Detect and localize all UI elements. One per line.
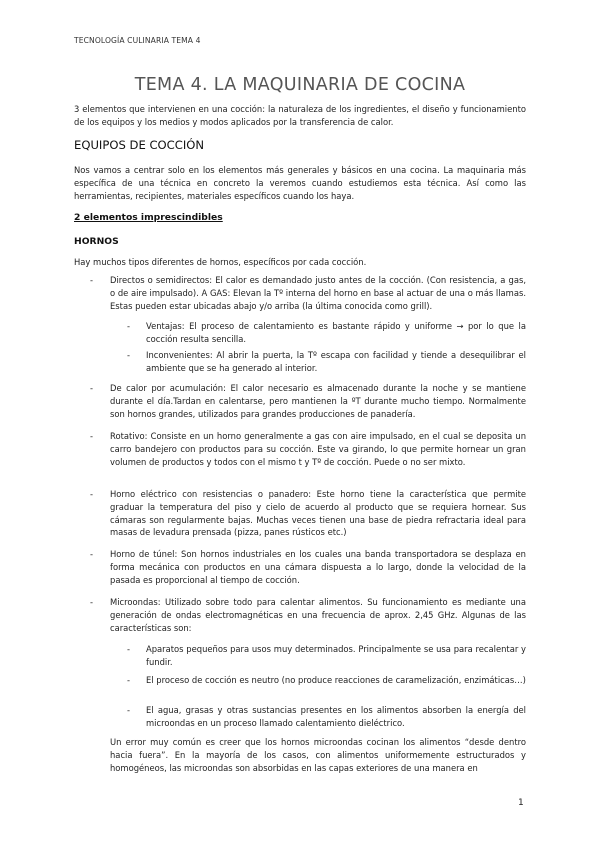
closing-paragraph: Un error muy común es creer que los hornos microondas cocinan los alimentos “desde dentro hacia fuera”. En la mayoría de los casos, con alimentos uniformemente estructurados y homogéneos, las microondas son absorbidas en las capas exteriores de una manera en xyxy=(110,737,526,773)
list-item-horno-electrico: Horno eléctrico con resistencias o panadero: Este horno tiene la característica que permite graduar la temperatura del piso y cielo de acuerdo al producto que se requiera hornear. Sus cámaras son regularmente bajas. Muchas veces tienen una base de piedra refractaria ideal para masas de levadura prensada (pizza, panes rústicos etc.) xyxy=(110,489,526,538)
sub-bullet-dash: - xyxy=(127,675,131,685)
bullet-dash: - xyxy=(90,597,94,607)
list-item-rotativo: Rotativo: Consiste en un horno generalmente a gas con aire impulsado, en el cual se deposita un carro bandejero con productos para su cocción. Este va girando, lo que permite hornear un gran volumen de productos y todos con el mismo t y Tº de cocción. Puede o no ser mixto. xyxy=(110,431,526,467)
list-item-acumulacion: De calor por acumulación: El calor necesario es almacenado durante la noche y se mantiene durante el día.Tardan en calentarse, pero mantienen la ºT durante mucho tiempo. Normalmente son hornos grandes, utilizados para grandes producciones de panadería. xyxy=(110,383,526,419)
sub-item-inconvenientes: Inconvenientes: Al abrir la puerta, la Tº escapa con facilidad y tiende a desequilibrar el ambiente que se ha generado al interior. xyxy=(146,350,526,373)
sub-item-coccion-neutro: El proceso de cocción es neutro (no produce reacciones de caramelización, enzimáticas…) xyxy=(146,675,526,685)
page-title: TEMA 4. LA MAQUINARIA DE COCINA xyxy=(134,75,466,95)
list-item-directos: Directos o semidirectos: El calor es demandado justo antes de la cocción. (Con resistencia, a gas, o de aire impulsado). A GAS: Elevan la Tº interna del horno en base al actuar de una o más llamas. Estas pueden estar ubicadas abajo y/o arriba (la última conocida como grill). xyxy=(110,275,526,311)
list-item-horno-tunel: Horno de túnel: Son hornos industriales en los cuales una banda transportadora se desplaza en forma mecánica con productos en una cámara dispuesta a lo largo, donde la velocidad de la pasada es proporcional al tiempo de cocción. xyxy=(110,549,526,585)
bullet-dash: - xyxy=(90,383,94,393)
page-number: 1 xyxy=(518,798,524,808)
sub-item-aparatos: Aparatos pequeños para usos muy determinados. Principalmente se usa para recalentar y fundir. xyxy=(146,644,526,667)
sub-item-ventajas: Ventajas: El proceso de calentamiento es bastante rápido y uniforme → por lo que la cocción resulta sencilla. xyxy=(146,321,526,344)
subsection-heading: 2 elementos imprescindibles xyxy=(74,212,223,223)
bullet-dash: - xyxy=(90,431,94,441)
bullet-dash: - xyxy=(90,275,94,285)
sub-bullet-dash: - xyxy=(127,705,131,715)
list-item-microondas: Microondas: Utilizado sobre todo para calentar alimentos. Su funcionamiento es mediante una generación de ondas electromagnéticas en una frecuencia de aprox. 2,45 GHz. Algunas de las características son: xyxy=(110,597,526,633)
sub-bullet-dash: - xyxy=(127,350,131,360)
running-header: TECNOLOGÍA CULINARIA TEMA 4 xyxy=(74,36,201,45)
equipos-paragraph: Nos vamos a centrar solo en los elementos más generales y básicos en una cocina. La maquinaria más específica de una técnica en concreto la veremos cuando estudiemos esta técnica. Así como las herramientas, recipientes, materiales específicos cuando los haya. xyxy=(74,165,526,201)
intro-paragraph: 3 elementos que intervienen en una cocción: la naturaleza de los ingredientes, el diseño y funcionamiento de los equipos y los medios y modos aplicados por la transferencia de calor. xyxy=(74,104,526,127)
hornos-heading: HORNOS xyxy=(74,236,119,247)
sub-item-agua-grasas: El agua, grasas y otras sustancias presentes en los alimentos absorben la energía del microondas en un proceso llamado calentamiento dieléctrico. xyxy=(146,705,526,728)
hornos-intro: Hay muchos tipos diferentes de hornos, específicos por cada cocción. xyxy=(74,257,367,267)
sub-bullet-dash: - xyxy=(127,644,131,654)
sub-bullet-dash: - xyxy=(127,321,131,331)
bullet-dash: - xyxy=(90,549,94,559)
section-heading-equipos: EQUIPOS DE COCCIÓN xyxy=(74,138,205,152)
bullet-dash: - xyxy=(90,489,94,499)
